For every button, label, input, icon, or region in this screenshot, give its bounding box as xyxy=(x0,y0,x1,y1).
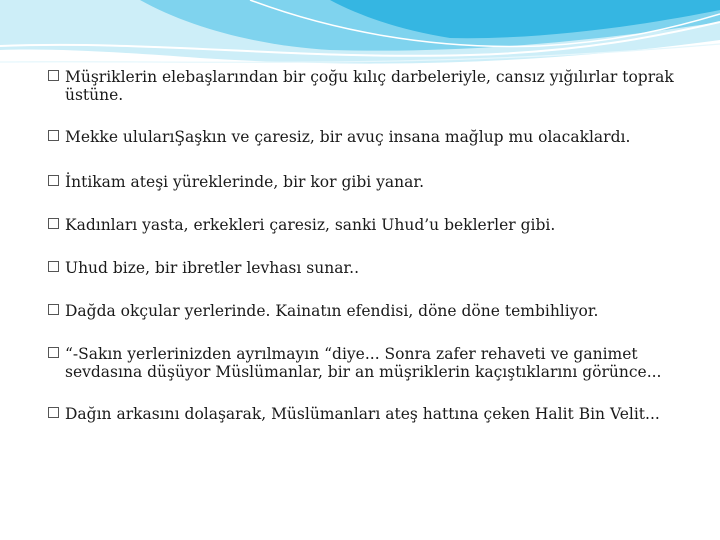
list-item xyxy=(48,173,688,191)
bullet-text: Dağda okçular yerlerinde. Kainatın efendisi, döne döne tembihliyor. xyxy=(65,302,599,320)
bullet-text: “-Sakın yerlerinizden ayrılmayın “diye... Sonra zafer rehaveti ve ganimet sevdasına düşüyor Müslümanlar, bir an müşriklerin kaçıştıklarını görünce... xyxy=(65,345,662,381)
bullet-text: İntikam ateşi yüreklerinde, bir kor gibi yanar. xyxy=(65,173,424,191)
list-item xyxy=(48,302,688,320)
list-item xyxy=(48,216,688,234)
checkbox-bullet-icon xyxy=(48,407,59,418)
checkbox-bullet-icon xyxy=(48,70,59,81)
bullet-text: Mekke ulularıŞaşkın ve çaresiz, bir avuç insana mağlup mu olacaklardı. xyxy=(65,128,631,146)
checkbox-bullet-icon xyxy=(48,261,59,272)
checkbox-bullet-icon xyxy=(48,130,59,141)
bullet-text: Uhud bize, bir ibretler levhası sunar.. xyxy=(65,259,359,277)
checkbox-bullet-icon xyxy=(48,218,59,229)
checkbox-bullet-icon xyxy=(48,304,59,315)
checkbox-bullet-icon xyxy=(48,347,59,358)
bullet-text: Kadınları yasta, erkekleri çaresiz, sanki Uhud’u beklerler gibi. xyxy=(65,216,556,234)
bullet-text: Müşriklerin elebaşlarından bir çoğu kılıç darbeleriyle, cansız yığılırlar toprak üstüne. xyxy=(65,68,674,104)
list-item xyxy=(48,405,688,423)
list-item xyxy=(48,128,688,146)
list-item xyxy=(48,68,688,104)
list-item xyxy=(48,345,688,381)
list-item xyxy=(48,259,688,277)
checkbox-bullet-icon xyxy=(48,175,59,186)
bullet-text: Dağın arkasını dolaşarak, Müslümanları ateş hattına çeken Halit Bin Velit... xyxy=(65,405,660,423)
